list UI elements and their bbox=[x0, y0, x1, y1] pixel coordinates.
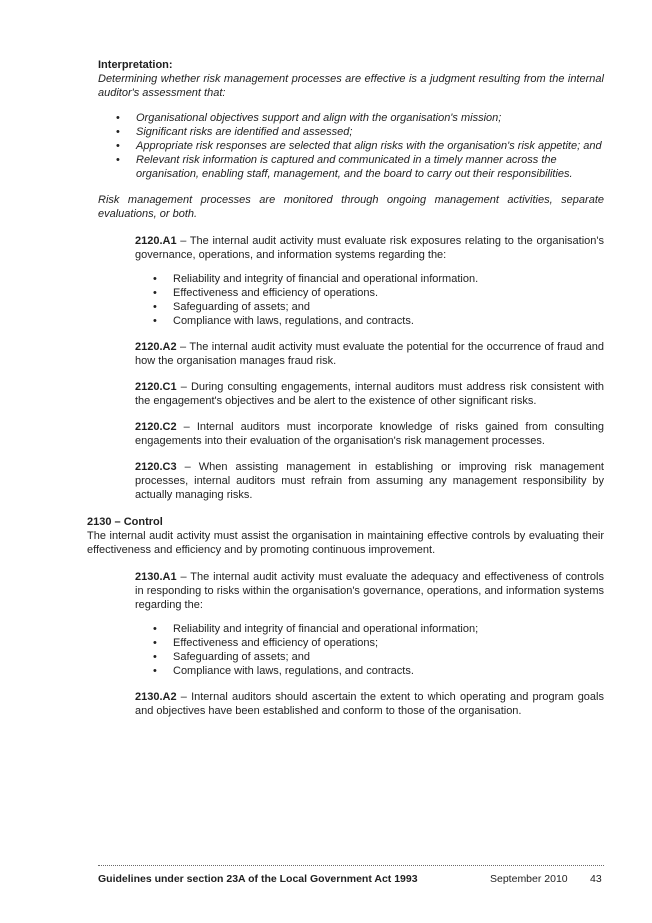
list-item: • Appropriate risk responses are selected that align risks with the organisation's risk appetite; and bbox=[136, 139, 604, 153]
section-2130-heading: 2130 – Control bbox=[87, 516, 163, 528]
list-item: • Compliance with laws, regulations, and contracts. bbox=[173, 664, 604, 678]
standard-text: – The internal audit activity must evaluate risk exposures relating to the organisation's governance, operations, and information systems regarding the: bbox=[135, 235, 604, 261]
standard-2120-a1 bbox=[98, 234, 604, 262]
list-item: • Relevant risk information is captured and communicated in a timely manner across the organisation, enabling staff, management, and the board to carry out their responsibilities. bbox=[136, 153, 604, 181]
page-number: 43 bbox=[590, 873, 602, 885]
footer-divider bbox=[98, 865, 604, 866]
interpretation-closing: Risk management processes are monitored through ongoing management activities, separate evaluations, or both. bbox=[98, 194, 604, 220]
list-item: • Safeguarding of assets; and bbox=[173, 300, 604, 314]
standard-text: – Internal auditors must incorporate knowledge of risks gained from consulting engagements into their evaluation of the organisation's risk management processes. bbox=[135, 421, 604, 447]
standard-text: – The internal audit activity must evaluate the potential for the occurrence of fraud and how the organisation manages fraud risk. bbox=[135, 341, 604, 367]
standard-2120-c2 bbox=[98, 420, 604, 448]
standard-code: 2130.A1 bbox=[135, 571, 177, 583]
interpretation-heading: Interpretation: bbox=[98, 59, 173, 71]
standard-code: 2120.C2 bbox=[135, 421, 177, 433]
standard-text: – During consulting engagements, internal auditors must address risk consistent with the engagement's objectives and be alert to the existence of other significant risks. bbox=[135, 381, 604, 407]
standard-code: 2120.C3 bbox=[135, 461, 177, 473]
section-2130-body: The internal audit activity must assist the organisation in maintaining effective controls by evaluating their effectiveness and efficiency and by promoting continuous improvement. bbox=[87, 530, 604, 556]
list-item: • Reliability and integrity of financial and operational information. bbox=[173, 272, 604, 286]
list-item: • Significant risks are identified and assessed; bbox=[136, 125, 604, 139]
standard-2130-a1 bbox=[98, 570, 604, 612]
document-page bbox=[87, 58, 604, 718]
interpretation-bullet-list bbox=[98, 111, 604, 181]
standard-2120-a1-bullet-list bbox=[135, 272, 604, 328]
list-item: • Compliance with laws, regulations, and contracts. bbox=[173, 314, 604, 328]
standard-2130-a2 bbox=[98, 690, 604, 718]
standard-text: – When assisting management in establishing or improving risk management processes, internal auditors must refrain from assuming any management responsibility by actually managing risks. bbox=[135, 461, 604, 501]
standard-2120-c3 bbox=[98, 460, 604, 502]
list-item: • Effectiveness and efficiency of operations; bbox=[173, 636, 604, 650]
standard-2130-a1-bullet-list bbox=[135, 622, 604, 678]
list-item: • Effectiveness and efficiency of operations. bbox=[173, 286, 604, 300]
list-item: • Safeguarding of assets; and bbox=[173, 650, 604, 664]
interpretation-lead: Determining whether risk management processes are effective is a judgment resulting from the internal auditor's assessment that: bbox=[98, 73, 604, 99]
standard-code: 2120.A1 bbox=[135, 235, 177, 247]
standard-text: – Internal auditors should ascertain the extent to which operating and program goals and objectives have been established and conform to those of the organisation. bbox=[135, 691, 604, 717]
standard-2120-a2 bbox=[98, 340, 604, 368]
standard-text: – The internal audit activity must evaluate the adequacy and effectiveness of controls in responding to risks within the organisation's governance, operations, and information systems regarding the: bbox=[135, 571, 604, 611]
list-item: • Reliability and integrity of financial and operational information; bbox=[173, 622, 604, 636]
footer-title: Guidelines under section 23A of the Local Government Act 1993 bbox=[98, 873, 418, 885]
standard-2120-c1 bbox=[98, 380, 604, 408]
standard-code: 2120.C1 bbox=[135, 381, 177, 393]
list-item: • Organisational objectives support and align with the organisation's mission; bbox=[136, 111, 604, 125]
standard-code: 2130.A2 bbox=[135, 691, 177, 703]
footer-date: September 2010 bbox=[490, 873, 568, 885]
standard-code: 2120.A2 bbox=[135, 341, 177, 353]
